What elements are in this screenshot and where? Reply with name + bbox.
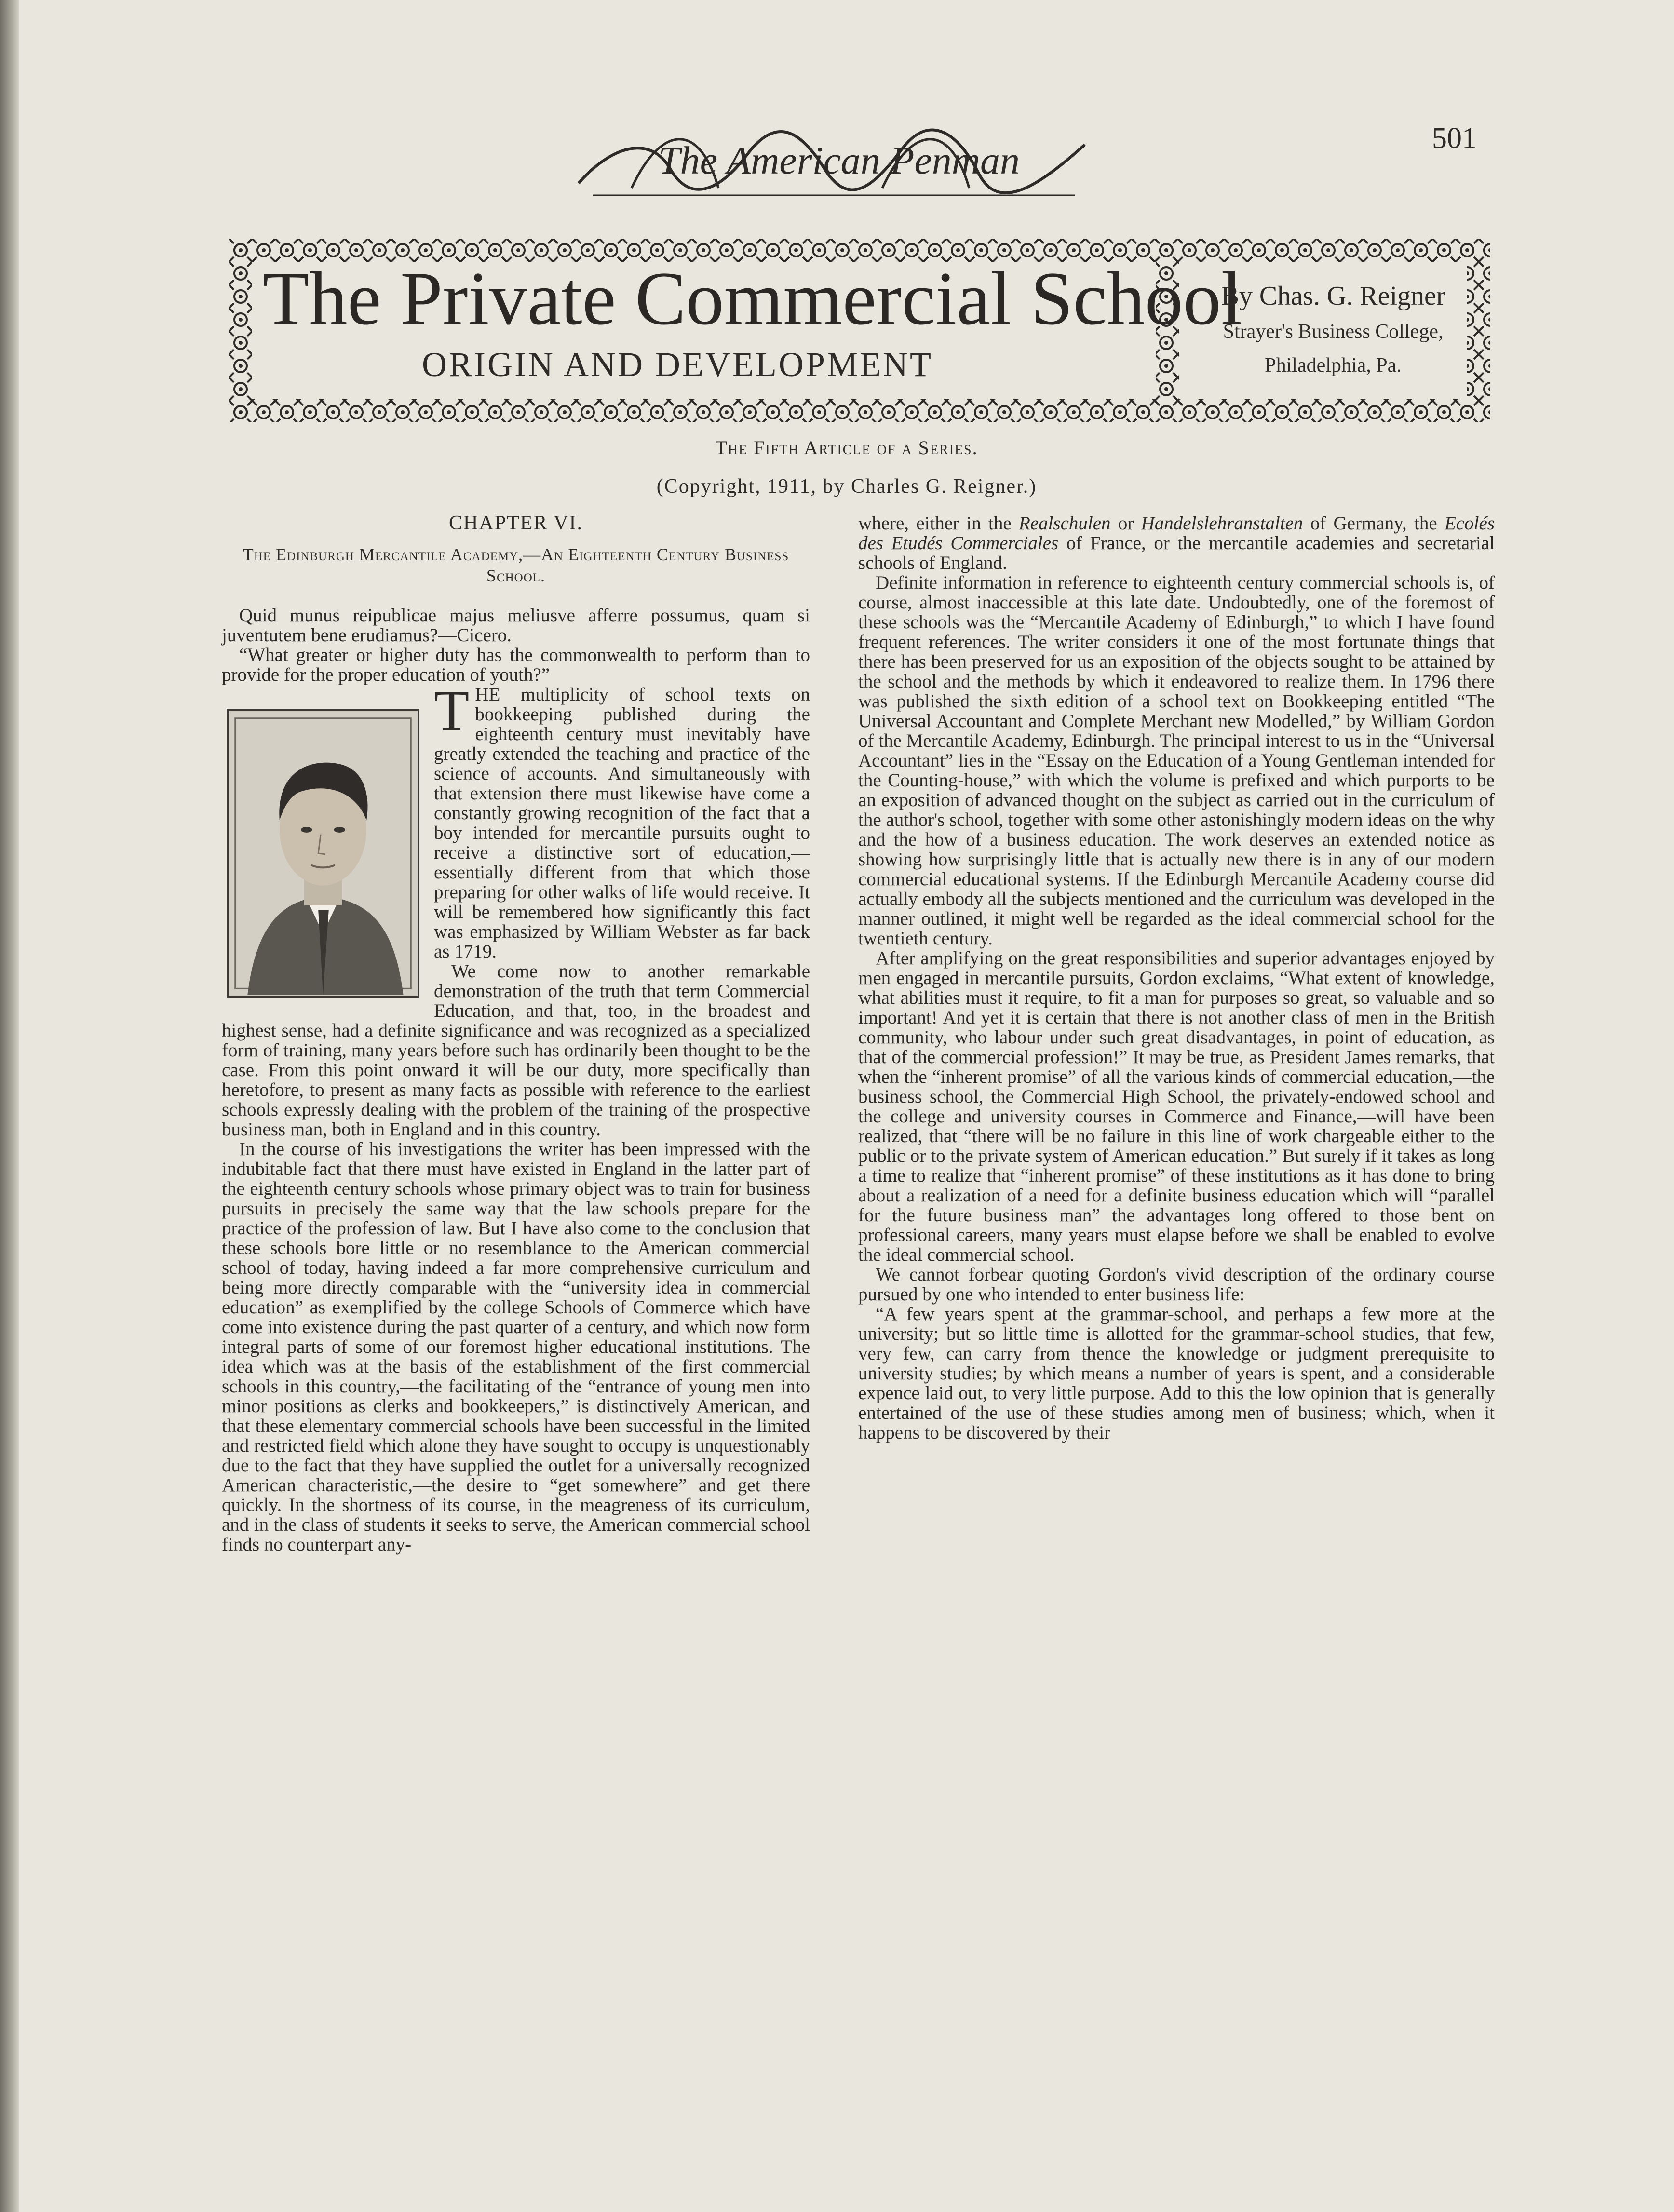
latin-epigraph: Quid munus reipublicae majus meliusve afferre possumus, quam si juventutem bene erudiamus?—Cicero.	[222, 605, 810, 646]
body-paragraph-4: Definite information in reference to eighteenth century commercial schools is, of course, almost inaccessible at this late date. Undoubtedly, one of the foremost of these schools was the “Mercantile Academy of Edinburgh,” to which I have found frequent references. The writer considers it one of the most fortunate things that there has been preserved for us an exposition of the objects sought to be attained by the school and the methods by which it endeavored to realize them. In 1796 there was published the sixth edition of a school text on Bookkeeping entitled “The Universal Accountant and Complete Merchant new Modelled,” by William Gordon of the Mercantile Academy, Edinburgh. The principal interest to us in the “Universal Accountant” lies in the “Essay on the Education of a Young Gentleman intended for the Counting-house,” with which the volume is prefixed and which purports to be an exposition of advanced thought on the subject as carried out in the curriculum of the author's school, together with some other astonishingly modern ideas on the why and the how of a business education. The work deserves an extended notice as showing how surprisingly little that is actually new there is in any of our modern commercial educational systems. If the Edinburgh Mercantile Academy course did actually embody all the subjects mentioned and the curriculum was developed in the manner outlined, it might well be regarded as the ideal commercial school for the twentieth century.	[858, 572, 1495, 949]
series-note: The Fifth Article of a Series.	[715, 437, 978, 459]
opening-paragraph-text: HE multiplicity of school texts on bookkeeping published during the eighteenth century must inevitably have greatly extended the teaching and practice of the science of accounts. And simultaneously with that extension there must likewise have come a constantly growing recognition of the fact that a boy intended for mercantile pursuits ought to receive a distinctive sort of education,—essentially different from that which those preparing for other walks of life would receive. It will be remembered how significantly this fact was emphasized by William Webster as far back as 1719.	[434, 684, 810, 962]
page-number: 501	[1432, 122, 1477, 155]
body-paragraph-6: We cannot forbear quoting Gordon's vivid description of the ordinary course pursued by one who intended to enter business life:	[858, 1264, 1495, 1305]
article-subtitle: ORIGIN AND DEVELOPMENT	[422, 345, 933, 384]
left-column	[222, 513, 810, 1554]
body-paragraph-5: After amplifying on the great responsibilities and superior advantages enjoyed by men engaged in mercantile pursuits, Gordon exclaims, “What extent of knowledge, what abilities must it require, to fit a man for purposes so great, so valuable and so important! And yet it is certain that there is not another class of men in the British community, who labour under such great disadvantages, in point of education, as that of the commercial profession!” It may be true, as President James remarks, that when the “inherent promise” of all the various kinds of commercial education,—the business school, the Commercial High School, the privately-endowed school and the college and university courses in Commerce and Finance,—will have been realized, that “there will be no failure in this line of work chargeable either to the public or to the private system of American education.” But surely if it takes as long a time to realize that “inherent promise” of these institutions as it has done to bring about a realization of a need for a definite business education which will “parallel for the future business man” the advantages long offered to those bent on professional careers, many years must elapse before we shall be enabled to evolve the ideal commercial school.	[858, 948, 1495, 1265]
author-portrait	[227, 709, 419, 998]
chapter-subheading: The Edinburgh Mercantile Academy,—An Eighteenth Century Business School.	[243, 545, 789, 585]
author-byline	[1188, 277, 1478, 382]
italic-term: Realschulen	[1018, 513, 1111, 534]
english-epigraph: “What greater or higher duty has the commonwealth to perform than to provide for the proper education of youth?”	[222, 645, 810, 685]
text-run: of France, or the mercantile academies and secretarial schools of England.	[858, 533, 1495, 573]
drop-cap: T	[434, 678, 470, 742]
italic-term: Ecolés des Etudés Commerciales	[858, 513, 1495, 553]
italic-term: Handelslehranstalten	[1141, 513, 1303, 534]
author-affiliation: Strayer's Business College,	[1223, 321, 1444, 343]
author-name: By Chas. G. Reigner	[1221, 281, 1445, 311]
title-banner	[229, 239, 1490, 422]
right-column	[858, 513, 1495, 1443]
text-run: of Germany, the	[1303, 513, 1445, 534]
continuation-paragraph	[858, 513, 1495, 573]
copyright-line: (Copyright, 1911, by Charles G. Reigner.)	[656, 475, 1037, 498]
chapter-heading: CHAPTER VI.	[449, 512, 583, 534]
magazine-page	[19, 0, 1674, 2212]
gordon-quote-paragraph: “A few years spent at the grammar-school, and perhaps a few more at the university; but so little time is allotted for the grammar-school studies, that few, very few, can carry from thence the knowledge or judgment prerequisite to university studies; by which means a number of years is spent, and a considerable expence laid out, to very little purpose. Add to this the low opinion that is generally entertained of the use of these studies among men of business; which, when it happens to be discovered by their	[858, 1304, 1495, 1443]
article-title: The Private Commercial School	[263, 256, 1242, 341]
author-portrait-frame	[227, 709, 424, 998]
book-spine-shadow	[0, 0, 19, 2212]
body-paragraph-3: In the course of his investigations the writer has been impressed with the indubitable fact that there must have existed in England in the latter part of the eighteenth century schools whose primary object was to train for business pursuits in precisely the same way that the law schools prepare for the practice of the profession of law. But I have also come to the conclusion that these schools bore little or no resemblance to the American commercial school of today, having indeed a far more comprehensive curriculum and being more directly comparable with the “university idea in commercial education” as exemplified by the college Schools of Commerce which have come into existence during the past quarter of a century, and which now form integral parts of some of our foremost higher educational institutions. The idea which was at the basis of the establishment of the first commercial schools in this country,—the facilitating of the “entrance of young men into minor positions as clerks and bookkeepers,” is distinctively American, and that these elementary commercial schools have been successful in the limited and restricted field which alone they have sought to occupy is unquestionably due to the fact that they have supplied the outlet for a universally recognized American characteristic,—the desire to “get somewhere” and get there quickly. In the shortness of its course, in the meagreness of its curriculum, and in the class of students it seeks to serve, the American commercial school finds no counterpart any-	[222, 1139, 810, 1555]
masthead-logo-text: The American Penman	[658, 138, 1020, 182]
text-run: or	[1110, 513, 1141, 534]
masthead-logo	[574, 116, 1104, 207]
author-location: Philadelphia, Pa.	[1265, 354, 1402, 377]
body-paragraph-2: We come now to another remarkable demonstration of the truth that term Commercial Education, and that, too, in the broadest and highest sense, had a definite significance and was recognized as a specialized form of training, many years before such has ordinarily been thought to be the case. From this point onward it will be our duty, more specifically than heretofore, to present as many facts as possible with reference to the earliest schools expressly dealing with the problem of the training of the prospective business man, both in England and in this country.	[222, 961, 810, 1140]
text-run: where, either in the	[858, 513, 1019, 534]
